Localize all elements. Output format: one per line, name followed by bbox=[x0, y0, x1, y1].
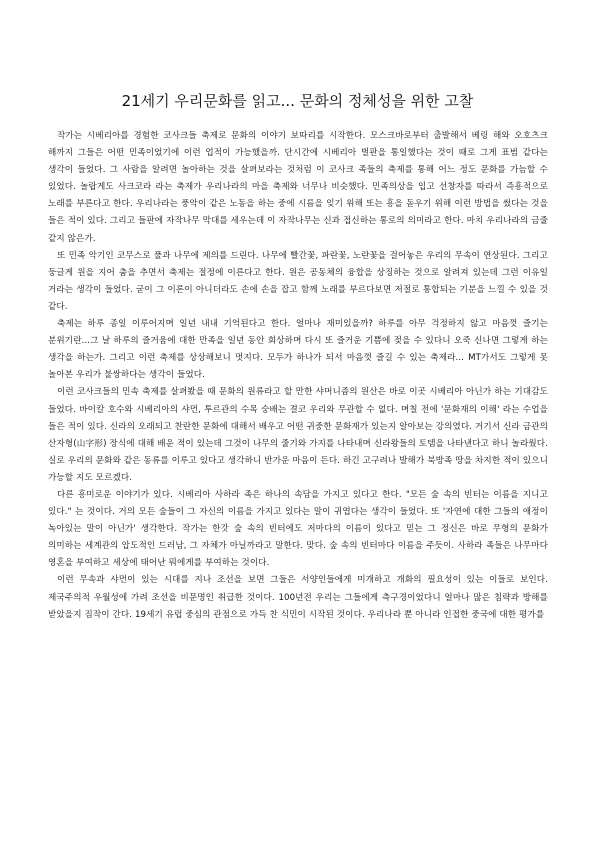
paragraph: 이런 무속과 샤먼이 있는 시대를 지나 조선을 보면 그들은 서양인들에게 미개하고 개화의 필요성이 있는 이들로 보인다. 제국주의적 우월성에 가려 조선을 비문명인 취급한 것이다. 100년전 우리는 그들에게 측구경이었다니 얼마나 많은 침략과 방해를 받았을지 짐작이 간다. 19세기 유럽 중심의 관점으로 가득 찬 식민이 시작된 것이다. 우리나라 뿐 아니라 인접한 중국에 대한 평가를 bbox=[48, 575, 548, 620]
paragraph: 작가는 시베리아를 경험한 코사크들 축제로 문화의 이야기 보따리를 시작한다. 모스크바로부터 출발해서 베링 해와 오호츠크 해까지 그들은 어떤 민족이었기에 이런 업적이 가능했을까. 단시간에 시베리아 벌판을 통일했다는 것이 때로 그게 표범 같다는 생각이 들었다. 그 사람을 알려면 놀아하는 것을 살펴보라는 것처럼 이 코사크 족들의 축제를 통해 어느 정도 문화를 가늠할 수 있었다. 놀랍게도 사크코라 라는 축제가 우리나라의 마을 축제와 너무나 비슷했다. 민족의상을 입고 선창자를 따라서 즉흥적으로 노래를 부른다고 한다. 우리나라는 풍악이 같은 노동을 하는 중에 시름을 잊기 위해 또는 흥을 돋우기 위해 이런 방법을 썼다는 것을 들은 적이 있다. 그리고 들판에 자작나무 막대를 세우는데 이 자작나무는 신과 접신하는 통로의 의미라고 한다. 마치 우리나라의 금줄 같지 않은가. bbox=[48, 131, 548, 244]
paragraph: 축제는 하루 종일 이루어지며 일년 내내 기억된다고 한다. 얼마나 재미있을까? 하루를 아무 걱정하지 않고 마음껏 즐기는 분위기란...그 날 하루의 즐거움에 대한 만족을 일년 동안 회상하며 다시 또 즐거운 기쁨에 젖을 수 있다니 오죽 신나면 그렇게 하는 생각을 하는가. 그리고 이런 축제를 상상해보니 멋지다. 모두가 하나가 되서 마음껏 즐길 수 있는 축제라... MT가서도 그렇게 못 놀아본 우리가 불쌍하다는 생각이 들었다. bbox=[48, 319, 548, 381]
document-body bbox=[48, 128, 548, 624]
paragraph: 이런 코사크들의 민속 축제를 살펴봤을 때 문화의 원류라고 할 만한 샤머니즘의 원산은 바로 이곳 시베리아 아닌가 하는 기대감도 들었다. 바이칼 호수와 시베리아의 샤먼, 투르관의 수목 숭배는 결코 우리와 무관할 수 없다. 며칠 전에 '문화재의 이해' 라는 수업을 들은 적이 있다. 신라의 오래되고 찬란한 문화에 대해서 배우고 어떤 귀중한 문화재가 있는지 알아보는 강의였다. 거기서 신라 금관의 산자형(山字形) 장식에 대해 배운 적이 있는데 그것이 나무의 줄기와 가지를 나타내며 신라왕들의 토템을 나타낸다고 하니 놀라웠다. 실로 우리의 문화와 같은 동류를 이루고 있다고 생각하니 반가운 마음이 든다. 하긴 고구려나 발해가 북방족 땅을 차지한 적이 있으니 가능할 지도 모르겠다. bbox=[48, 387, 548, 483]
paragraph: 다른 흥미로운 이야기가 있다. 시베리아 사하라 족은 하나의 속담을 가지고 있다고 한다. "모든 숲 속의 빈터는 이름을 지니고 있다." 는 것이다. 거의 모든 숲들이 그 자신의 이름을 가지고 있다는 말이 귀엽다는 생각이 들었다. 또 '자연에 대한 그들의 애정이 녹아있는 말이 아닌가' 생각한다. 작가는 한갓 숲 속의 빈터에도 저마다의 이름이 있다고 믿는 그 정신은 바로 무형의 문화가 의미하는 세계관의 압도적인 드러남, 그 자체가 아닐까라고 말한다. 맞다. 숲 속의 빈터마다 이름을 주듯이. 사하라 족들은 나무마다 영혼을 부여하고 세상에 태어난 뭐에게를 부여하는 것이다. bbox=[48, 489, 548, 569]
document-title: 21세기 우리문화를 읽고... 문화의 정체성을 위한 고찰 bbox=[121, 92, 474, 110]
paragraph: 또 민족 악기인 코무스로 풀과 나무에 제의를 드린다. 나무에 빨간꽃, 파란꽃, 노란꽃을 걸어놓은 우리의 무속이 연상된다. 그리고 둥글게 원을 지어 춤을 추면서 축제는 절정에 이른다고 한다. 원은 공동체의 융합을 상징하는 것으로 알려져 있는데 그런 이유일 거라는 생각이 들었다. 굳이 그 이론이 아니더라도 손에 손을 잡고 함께 노래를 부르다보면 저절로 통합되는 기분을 느낄 수 있을 것 같다. bbox=[48, 250, 548, 312]
